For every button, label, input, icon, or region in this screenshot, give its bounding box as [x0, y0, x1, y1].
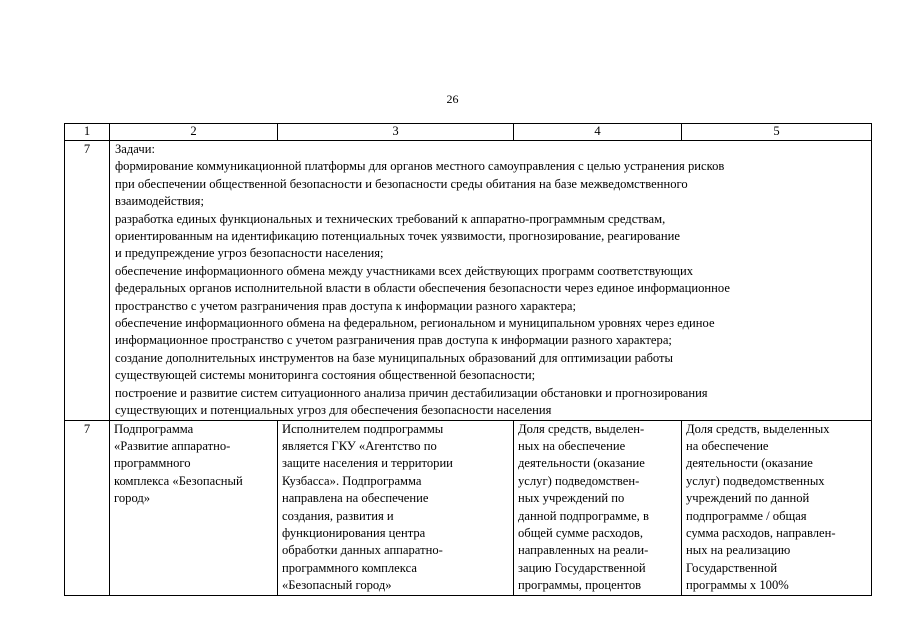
description-line: функционирования центра: [282, 525, 426, 540]
subprogram-description-cell: [278, 420, 514, 595]
formula-line: сумма расходов, направлен-: [686, 525, 836, 540]
description-line: программного комплекса: [282, 560, 417, 575]
indicator-line: данной подпрограмме, в: [518, 508, 649, 523]
tasks-cell: [110, 141, 872, 421]
task-line: взаимодействия;: [115, 194, 204, 209]
formula-line: программы x 100%: [686, 578, 789, 593]
formula-line: Государственной: [686, 560, 778, 575]
indicator-line: программы, процентов: [518, 578, 642, 593]
formula-line: учреждений по данной: [686, 491, 810, 506]
description-line: создания, развития и: [282, 508, 394, 523]
task-line: построение и развитие систем ситуационного анализа причин дестабилизации обстановки и прогнозирования: [115, 385, 708, 400]
indicator-line: Доля средств, выделен-: [518, 421, 645, 436]
formula-line: подпрограмме / общая: [686, 508, 807, 523]
subprogram-name-line: программного: [114, 456, 191, 471]
tasks-heading: Задачи:: [115, 142, 155, 156]
task-line: информационное пространство с учетом разграничения прав доступа к информации разного характера;: [115, 333, 672, 348]
formula-line: на обеспечение: [686, 438, 769, 453]
subprogram-name-cell: [110, 420, 278, 595]
column-number-3: 3: [278, 124, 514, 141]
page-number: 26: [446, 92, 459, 106]
indicator-line: общей сумме расходов,: [518, 525, 643, 540]
task-line: создание дополнительных инструментов на базе муниципальных образований для оптимизации работы: [115, 350, 673, 365]
task-line: обеспечение информационного обмена на федеральном, региональном и муниципальном уровнях через единое: [115, 316, 715, 331]
formula-line: Доля средств, выделенных: [686, 421, 830, 436]
description-line: Исполнителем подпрограммы: [282, 421, 444, 436]
indicator-name-cell: [514, 420, 682, 595]
task-line: существующей системы мониторинга состояния общественной безопасности;: [115, 368, 536, 383]
subprogram-name-line: комплекса «Безопасный: [114, 473, 243, 488]
description-line: направлена на обеспечение: [282, 491, 429, 506]
description-line: является ГКУ «Агентство по: [282, 438, 437, 453]
indicator-line: ных на обеспечение: [518, 438, 626, 453]
subprogram-row: [65, 420, 872, 595]
task-line: ориентированным на идентификацию потенциальных точек уязвимости, прогнозирование, реагирование: [115, 229, 680, 244]
indicator-line: услуг) подведомствен-: [518, 473, 640, 488]
task-line: и предупреждение угроз безопасности населения;: [115, 246, 384, 261]
formula-line: услуг) подведомственных: [686, 473, 825, 488]
column-number-4: 4: [514, 124, 682, 141]
formula-line: ных на реализацию: [686, 543, 791, 558]
subprogram-name-line: город»: [114, 491, 151, 506]
calculation-method-cell: [682, 420, 872, 595]
indicator-line: деятельности (оказание: [518, 456, 645, 471]
subprogram-name-line: Подпрограмма: [114, 421, 194, 436]
task-line: пространство с учетом разграничения прав доступа к информации разного характера;: [115, 298, 576, 313]
column-number-row: [65, 124, 872, 141]
subprogram-row-number: 7: [65, 420, 110, 595]
task-line: при обеспечении общественной безопасности и безопасности среды обитания на базе межведомственного: [115, 176, 688, 191]
task-line: федеральных органов исполнительной власти в области обеспечения безопасности через единое информационное: [115, 281, 730, 296]
column-number-5: 5: [682, 124, 872, 141]
column-number-2: 2: [110, 124, 278, 141]
task-line: обеспечение информационного обмена между участниками всех действующих программ соответствующих: [115, 263, 694, 278]
tasks-row-number: 7: [65, 141, 110, 421]
task-line: существующих и потенциальных угроз для обеспечения безопасности населения: [115, 403, 552, 418]
task-line: формирование коммуникационной платформы для органов местного самоуправления с целью устранения рисков: [115, 159, 725, 174]
subprogram-name-line: «Развитие аппаратно-: [114, 438, 231, 453]
task-line: разработка единых функциональных и технических требований к аппаратно-программным средствам,: [115, 211, 666, 226]
indicator-line: направленных на реали-: [518, 543, 649, 558]
description-line: «Безопасный город»: [282, 578, 392, 593]
indicator-line: ных учреждений по: [518, 491, 625, 506]
description-line: обработки данных аппаратно-: [282, 543, 443, 558]
description-line: Кузбасса». Подпрограмма: [282, 473, 422, 488]
description-line: защите населения и территории: [282, 456, 453, 471]
indicator-line: зацию Государственной: [518, 560, 646, 575]
formula-line: деятельности (оказание: [686, 456, 813, 471]
tasks-row: [65, 141, 872, 421]
program-table: [64, 123, 872, 596]
column-number-1: 1: [65, 124, 110, 141]
